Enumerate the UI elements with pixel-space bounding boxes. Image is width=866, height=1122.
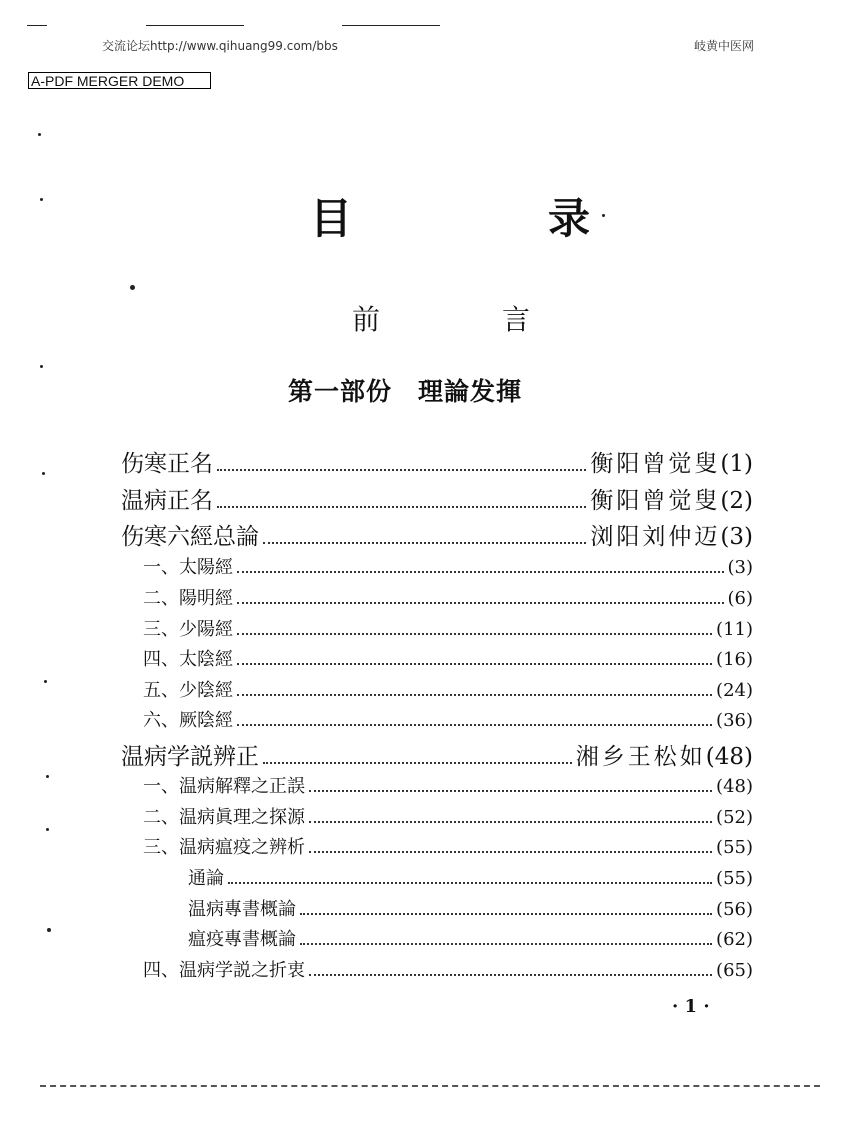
leader-dots [300,943,712,945]
toc-entry-page: (36) [716,710,753,731]
leader-dots [237,694,712,696]
header-forum-link[interactable]: 交流论坛http://www.qihuang99.com/bbs [102,39,338,53]
toc-entry [121,445,753,478]
toc-entry [143,706,753,732]
scan-speck [42,472,45,475]
toc-entry [143,833,753,859]
toc-entry-page: (11) [716,619,753,640]
toc-entry-author: 衡阳曾觉叟 [590,488,721,514]
top-rule-1 [27,25,47,26]
toc-entry-page: (65) [716,960,753,981]
leader-dots [309,851,712,853]
toc-entry-author: 湘乡王松如 [575,744,706,770]
part-heading: 第一部份 理論发揮 [288,377,523,406]
toc-entry-author: 浏阳刘仲迈 [590,524,721,550]
toc-entry-label: 三、少陽經 [143,619,233,640]
toc-entry-label: 五、少陰經 [143,680,233,701]
toc-entry-label: 六、厥陰經 [143,710,233,731]
toc-title [310,186,590,246]
toc-entry-page: (3) [720,524,753,550]
title-char-1: 目 [310,194,353,243]
toc-entry-page: (3) [727,557,753,578]
toc-entry-label: 温病正名 [121,488,213,514]
scan-speck [46,828,49,831]
leader-dots [263,762,572,764]
leader-dots [237,663,712,665]
toc-entry-page: (48) [705,744,753,770]
toc-entry [121,518,753,551]
toc-entry [121,738,753,771]
toc-entry-page: (16) [716,649,753,670]
scan-speck [44,680,47,683]
leader-dots [309,790,712,792]
toc-entry-page: (52) [716,807,753,828]
scan-speck [47,928,51,932]
toc-entry [188,895,753,921]
toc-entry-page: (6) [727,588,753,609]
toc-entry [143,584,753,610]
toc-entry-label: 伤寒正名 [121,451,213,477]
preface-heading [352,298,530,338]
leader-dots [309,974,712,976]
header-site-name: 岐黄中医网 [694,39,755,53]
leader-dots [300,913,712,915]
top-rule-3 [342,25,440,26]
toc-entry-page: (55) [716,868,753,889]
toc-entry [143,803,753,829]
preface-char-1: 前 [352,303,381,336]
toc-entry-label: 三、温病瘟疫之辨析 [143,837,305,858]
pdf-merger-watermark: A-PDF MERGER DEMO [28,72,211,89]
toc-entry-label: 二、温病眞理之探源 [143,807,305,828]
top-rule-2 [146,25,244,26]
leader-dots [237,602,724,604]
toc-entry [188,864,753,890]
toc-entry-author: 衡阳曾觉叟 [590,451,721,477]
toc-entry-page: (24) [716,680,753,701]
toc-entry-label: 瘟疫專書概論 [188,929,296,950]
page-number: · 1 · [672,996,710,1017]
toc-entry-label: 温病專書概論 [188,899,296,920]
leader-dots [263,542,586,544]
toc-entry-page: (1) [720,451,753,477]
toc-entry [143,553,753,579]
leader-dots [237,633,712,635]
bottom-scan-rule [40,1085,820,1087]
toc-entry-page: (2) [720,488,753,514]
preface-char-2: 言 [501,303,530,336]
leader-dots [217,469,586,471]
toc-entry [143,772,753,798]
toc-entry [143,956,753,982]
leader-dots [237,724,712,726]
toc-entry-label: 通論 [188,868,224,889]
scan-speck [130,285,135,290]
scan-speck [40,365,43,368]
scan-speck [46,775,49,778]
scan-speck [602,214,605,217]
toc-entry-label: 四、温病学説之折衷 [143,960,305,981]
leader-dots [217,506,586,508]
toc-entry-label: 二、陽明經 [143,588,233,609]
toc-entry-label: 温病学説辨正 [121,744,259,770]
toc-entry [121,482,753,515]
toc-entry [143,645,753,671]
toc-entry [143,676,753,702]
toc-entry-page: (62) [716,929,753,950]
leader-dots [309,821,712,823]
toc-entry-label: 四、太陰經 [143,649,233,670]
toc-entry-page: (48) [716,776,753,797]
toc-entry-page: (55) [716,837,753,858]
leader-dots [228,882,712,884]
title-char-2: 录 [547,194,590,243]
toc-entry-label: 伤寒六經总論 [121,524,259,550]
toc-entry [143,615,753,641]
toc-entry [188,925,753,951]
toc-entry-label: 一、太陽經 [143,557,233,578]
toc-entry-page: (56) [716,899,753,920]
scan-speck [40,198,43,201]
leader-dots [237,571,724,573]
toc-entry-label: 一、温病解釋之正誤 [143,776,305,797]
scan-speck [38,133,41,136]
